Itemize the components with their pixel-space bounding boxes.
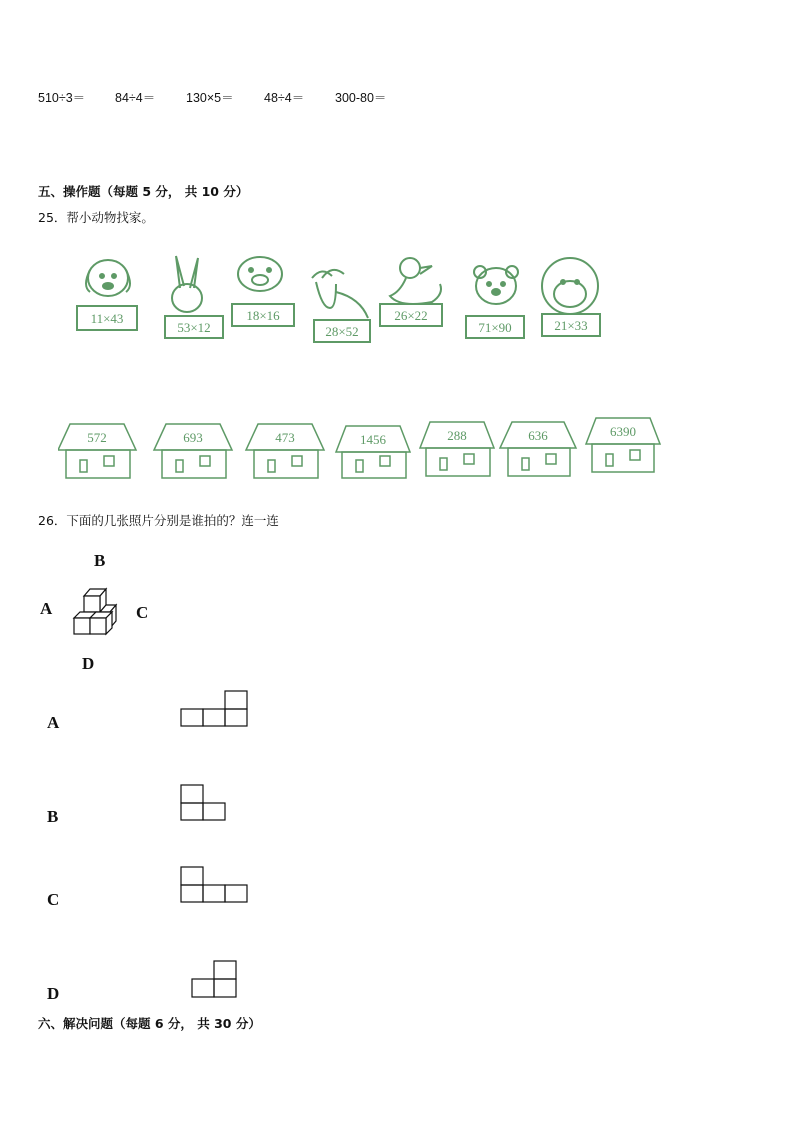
q26-text: 26．下面的几张照片分别是谁拍的？连一连 [38, 513, 279, 528]
section5-title: 五、操作题（每题 5 分， 共 10 分） [38, 184, 249, 199]
animals-illustration [60, 248, 620, 348]
animal-expr: 26×22 [394, 308, 428, 323]
view-label-d: D [47, 984, 60, 1003]
view-b-shape [180, 784, 228, 822]
viewer-label-left: A [40, 599, 53, 618]
house-number: 6390 [610, 424, 636, 439]
cube-stack-figure [70, 584, 122, 638]
house-number: 1456 [360, 432, 386, 447]
house-number: 288 [447, 428, 467, 443]
viewer-label-top: B [94, 551, 106, 570]
view-label-b: B [47, 807, 59, 826]
viewer-label-bottom: D [82, 654, 95, 673]
calc-3: 130×5＝ [186, 91, 234, 105]
view-c-shape [180, 866, 250, 904]
animal-expr: 18×16 [246, 308, 280, 323]
animal-expr: 53×12 [177, 320, 211, 335]
house-number: 572 [87, 430, 107, 445]
animal-expr: 21×33 [554, 318, 588, 333]
calc-5: 300-80＝ [335, 91, 387, 105]
animal-expr: 11×43 [90, 311, 124, 326]
house-number: 636 [528, 428, 548, 443]
view-label-c: C [47, 890, 60, 909]
house-number: 473 [275, 430, 295, 445]
calc-1: 510÷3＝ [38, 91, 86, 105]
animal-expr: 71×90 [478, 320, 512, 335]
view-d-shape [191, 960, 239, 1000]
house-number: 693 [183, 430, 203, 445]
viewer-label-right: C [136, 603, 149, 622]
view-label-a: A [47, 713, 60, 732]
calc-4: 48÷4＝ [264, 91, 305, 105]
houses-illustration [58, 414, 668, 484]
calc-2: 84÷4＝ [115, 91, 156, 105]
q25-text: 25．帮小动物找家。 [38, 210, 154, 225]
animal-expr: 28×52 [325, 324, 359, 339]
view-a-shape [180, 690, 250, 728]
section6-title: 六、解决问题（每题 6 分， 共 30 分） [38, 1016, 261, 1031]
